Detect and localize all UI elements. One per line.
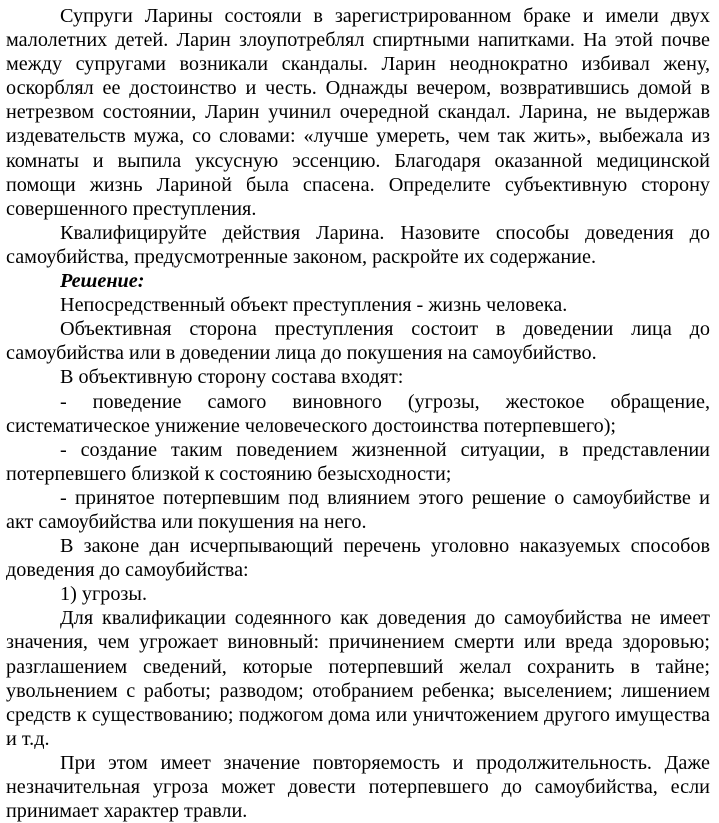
case-paragraph: Супруги Ларины состояли в зарегистрированном браке и имели двух малолетних детей. Ларин злоупотреблял спиртными напитками. На этой почве между супругами возникали скандалы. Ларин неоднократно избивал жену, оскорблял ее достоинство и честь. Однажды вечером, возвратившись домой в нетрезвом состоянии, Ларин учинил очередной скандал. Ларина, не выдержав издевательств мужа, со словами: «лучше умереть, чем так жить», выбежала из комнаты и выпила уксусную эссенцию. Благодаря оказанной медицинской помощи жизнь Лариной была спасена. Определите субъективную сторону совершенного преступления. [6, 5, 710, 220]
solution-method-threats: 1) угрозы. [60, 583, 148, 606]
solution-heading: Решение: [60, 270, 145, 293]
solution-list-item-decision: - принятое потерпевшим под влиянием этого решение о самоубийстве и акт самоубийства или покушения на него. [6, 486, 710, 533]
solution-list-item-situation: - создание таким поведением жизненной ситуации, в представлении потерпевшего близкой к состоянию безысходности; [6, 438, 710, 485]
solution-list-item-behavior: - поведение самого виновного (угрозы, жестокое обращение, систематическое унижение человеческого достоинства потерпевшего); [6, 390, 710, 437]
solution-paragraph-methods: В законе дан исчерпывающий перечень уголовно наказуемых способов доведения до самоубийства: [6, 535, 710, 582]
solution-paragraph-qualification: Для квалификации содеянного как доведения до самоубийства не имеет значения, чем угрожает виновный: причинением смерти или вреда здоровью; разглашением сведений, которые потерпевший желал сохранить в тайне; увольнением с работы; разводом; отобранием ребенка; выселением; лишением средств к существованию; поджогом дома или уничтожением другого имущества и т.д. [6, 607, 710, 750]
solution-paragraph-repetition: При этом имеет значение повторяемость и продолжительность. Даже незначительная угроза может довести потерпевшего до самоубийства, если принимает характер травли. [6, 751, 710, 823]
solution-paragraph-object: Непосредственный объект преступления - жизнь человека. [60, 294, 568, 317]
solution-paragraph-includes: В объективную сторону состава входят: [60, 366, 404, 389]
task-paragraph: Квалифицируйте действия Ларина. Назовите способы доведения до самоубийства, предусмотренные законом, раскройте их содержание. [6, 221, 710, 268]
solution-paragraph-objective-side: Объективная сторона преступления состоит в доведении лица до самоубийства или в доведении лица до покушения на самоубийство. [6, 318, 710, 365]
